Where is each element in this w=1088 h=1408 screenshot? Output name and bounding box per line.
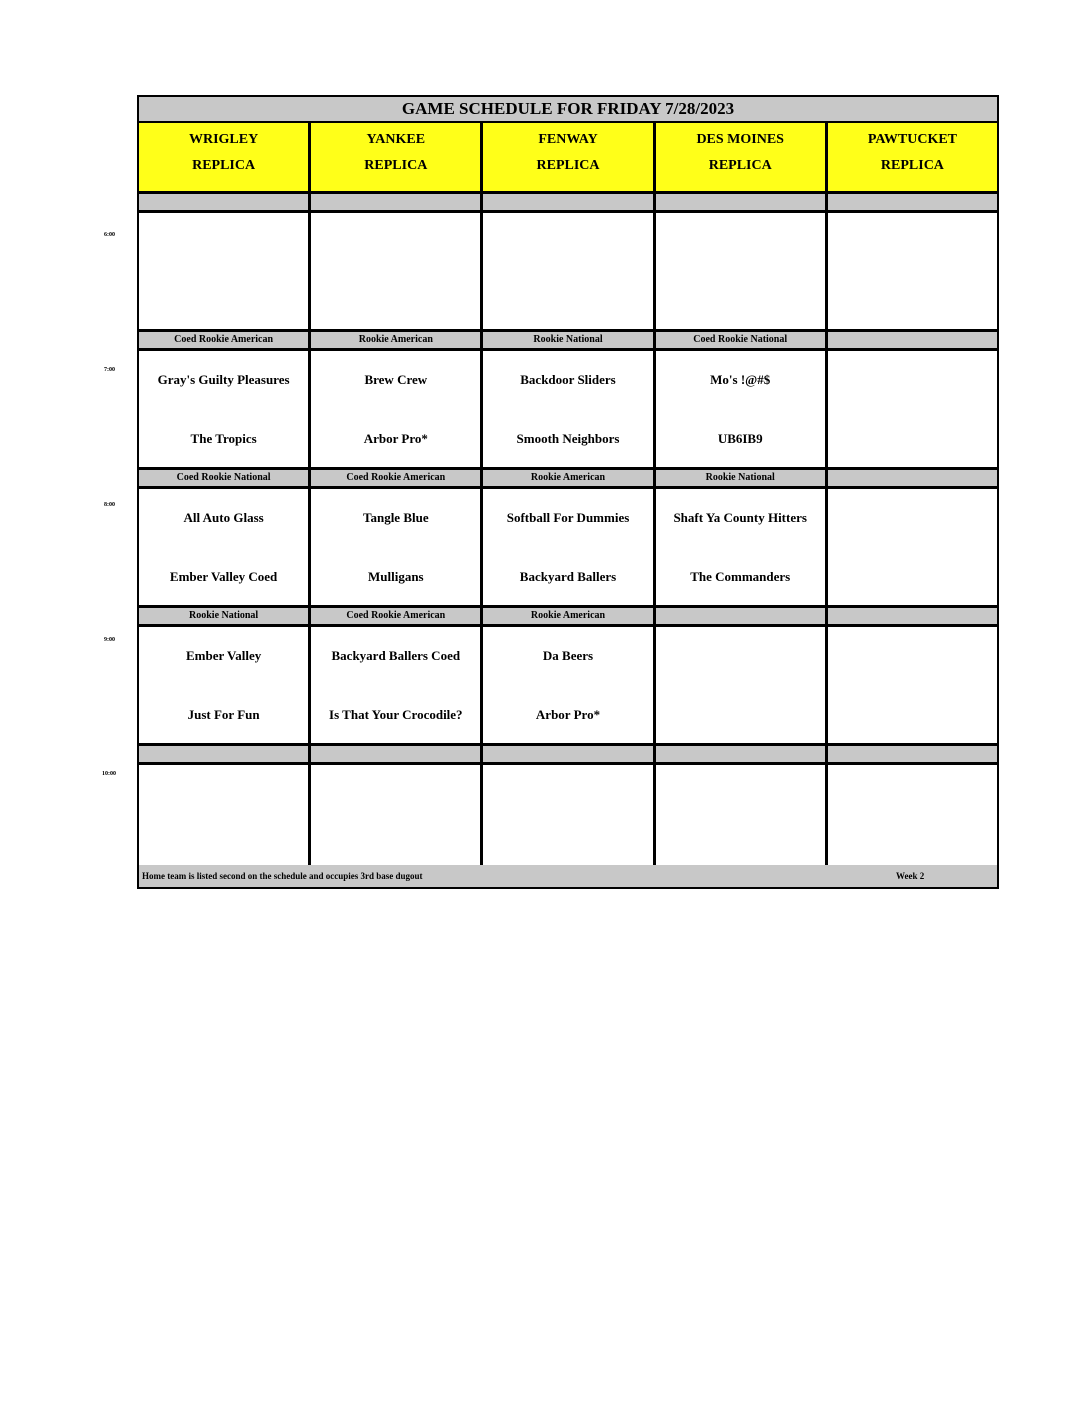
game-cell	[483, 489, 655, 605]
away-team: Gray's Guilty Pleasures	[157, 372, 290, 387]
division-label	[139, 746, 311, 762]
field-name: YANKEE	[366, 132, 426, 147]
game-cell	[483, 351, 655, 467]
away-team: Ember Valley	[185, 648, 262, 663]
home-team: Ember Valley Coed	[169, 569, 278, 584]
division-label: Coed Rookie American	[139, 332, 311, 348]
division-label: Coed Rookie American	[311, 608, 483, 624]
game-cell	[656, 351, 828, 467]
game-cell	[139, 213, 311, 329]
division-label: Coed Rookie American	[311, 470, 483, 486]
game-cell	[656, 489, 828, 605]
away-team: Tangle Blue	[362, 510, 429, 525]
division-label	[311, 194, 483, 210]
game-row	[139, 489, 997, 608]
division-label	[656, 608, 828, 624]
division-label	[139, 194, 311, 210]
game-cell	[311, 765, 483, 881]
away-team: Mo's !@#$	[710, 372, 771, 387]
game-cell	[483, 213, 655, 329]
footer-note: Home team is listed second on the schedule and occupies 3rd base dugout	[142, 871, 423, 881]
field-name: PAWTUCKET	[867, 132, 958, 147]
division-row	[139, 608, 997, 627]
division-label: Coed Rookie National	[656, 332, 828, 348]
division-label: Rookie American	[311, 332, 483, 348]
game-cell	[828, 213, 997, 329]
time-label: 8:00	[104, 502, 115, 508]
away-team: Brew Crew	[364, 372, 428, 387]
division-label: Rookie American	[483, 470, 655, 486]
field-name: WRIGLEY	[188, 132, 259, 147]
game-cell	[311, 489, 483, 605]
away-team: Backyard Ballers Coed	[331, 648, 461, 663]
field-header	[311, 123, 483, 191]
home-team: Arbor Pro*	[363, 431, 428, 446]
game-cell	[656, 213, 828, 329]
division-label	[828, 332, 997, 348]
division-row	[139, 332, 997, 351]
field-sub: REPLICA	[364, 158, 428, 173]
game-cell	[311, 213, 483, 329]
week-label: Week 2	[896, 871, 925, 881]
game-cell	[483, 627, 655, 743]
home-team: Smooth Neighbors	[516, 431, 620, 446]
game-cell	[656, 765, 828, 881]
division-label: Rookie National	[483, 332, 655, 348]
division-label	[656, 746, 828, 762]
field-header-row	[139, 123, 997, 194]
field-name: FENWAY	[538, 132, 598, 147]
division-row	[139, 194, 997, 213]
division-label	[828, 194, 997, 210]
time-label: 9:00	[104, 637, 115, 643]
division-label: Rookie National	[139, 608, 311, 624]
home-team: The Tropics	[190, 431, 257, 446]
time-label: 6:00	[104, 232, 115, 238]
game-cell	[311, 351, 483, 467]
division-label	[828, 746, 997, 762]
field-sub: REPLICA	[192, 158, 256, 173]
division-label	[483, 194, 655, 210]
division-row	[139, 470, 997, 489]
game-cell	[311, 627, 483, 743]
game-cell	[828, 765, 997, 881]
home-team: Just For Fun	[187, 707, 260, 722]
game-cell	[656, 627, 828, 743]
division-label: Rookie American	[483, 608, 655, 624]
home-team: Backyard Ballers	[519, 569, 617, 584]
division-label	[483, 746, 655, 762]
page-title: GAME SCHEDULE FOR FRIDAY 7/28/2023	[139, 97, 997, 123]
game-row	[139, 627, 997, 746]
field-header	[656, 123, 828, 191]
away-team: Backdoor Sliders	[520, 372, 616, 387]
time-label: 7:00	[104, 367, 115, 373]
field-header	[139, 123, 311, 191]
away-team: Da Beers	[542, 648, 594, 663]
home-team: Mulligans	[367, 569, 424, 584]
game-cell	[139, 489, 311, 605]
game-cell	[139, 627, 311, 743]
game-cell	[828, 627, 997, 743]
division-label	[828, 470, 997, 486]
division-label: Coed Rookie National	[139, 470, 311, 486]
game-row	[139, 351, 997, 470]
field-header	[483, 123, 655, 191]
away-team: Softball For Dummies	[506, 510, 630, 525]
away-team: Shaft Ya County Hitters	[673, 510, 807, 525]
game-cell	[828, 351, 997, 467]
game-cell	[483, 765, 655, 881]
home-team: Is That Your Crocodile?	[329, 707, 463, 722]
home-team: The Commanders	[690, 569, 791, 584]
time-label: 10:00	[102, 771, 116, 777]
away-team: All Auto Glass	[183, 510, 264, 525]
footer-bar	[139, 865, 997, 887]
game-cell	[139, 765, 311, 881]
field-name: DES MOINES	[696, 132, 784, 147]
home-team: Arbor Pro*	[535, 707, 601, 722]
division-label	[656, 194, 828, 210]
field-sub: REPLICA	[880, 158, 944, 173]
division-label	[311, 746, 483, 762]
game-row	[139, 213, 997, 332]
field-sub: REPLICA	[708, 158, 772, 173]
time-column	[96, 0, 136, 900]
game-cell	[139, 351, 311, 467]
home-team: UB6IB9	[717, 431, 763, 446]
field-header	[828, 123, 997, 191]
game-cell	[828, 489, 997, 605]
division-label: Rookie National	[656, 470, 828, 486]
schedule-table	[137, 95, 999, 889]
division-label	[828, 608, 997, 624]
field-sub: REPLICA	[536, 158, 600, 173]
division-row	[139, 746, 997, 765]
